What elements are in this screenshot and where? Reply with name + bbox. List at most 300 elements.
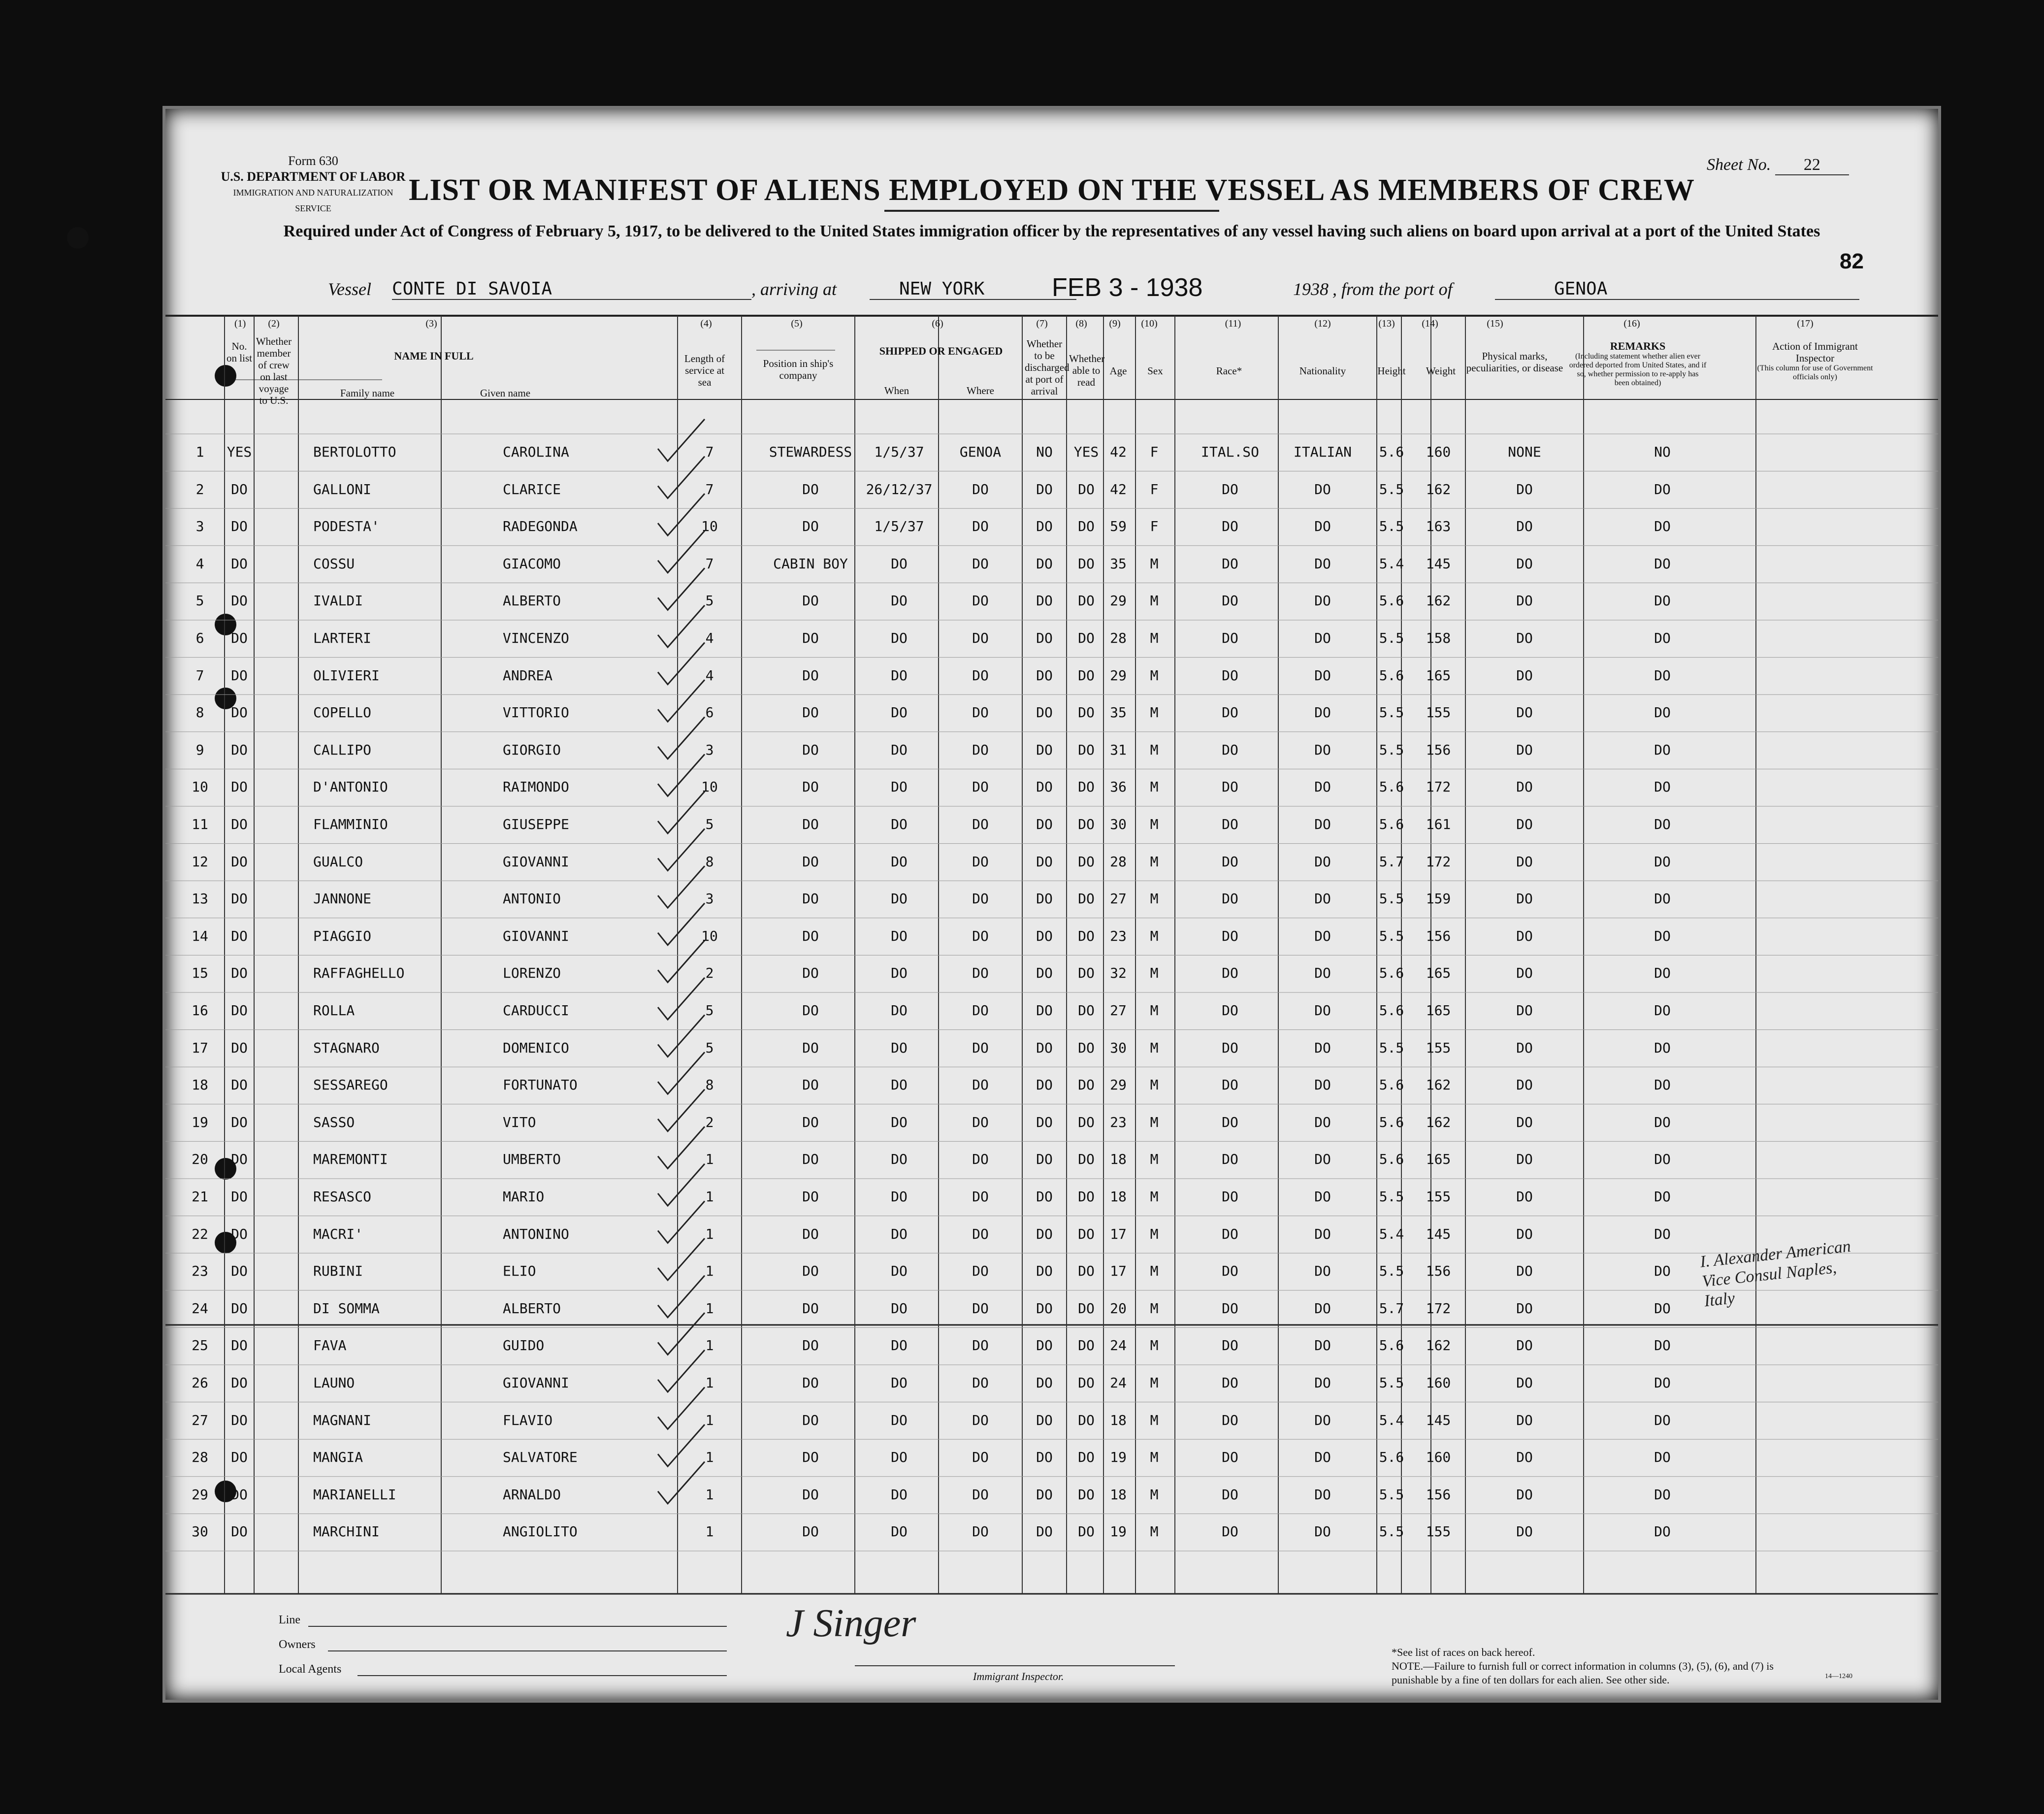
row-age: 28 [1110,630,1127,646]
row-physical-marks: DO [1516,1300,1533,1317]
row-family-name: MANGIA [313,1449,363,1466]
row-no: 30 [192,1523,208,1540]
row-nationality: DO [1314,1039,1331,1056]
row-no: 3 [195,518,204,535]
row-nationality: ITALIAN [1293,444,1352,460]
row-physical-marks: DO [1516,1412,1533,1428]
row-prev-voyage: DO [231,1039,248,1056]
row-position: DO [802,927,819,944]
row-nationality: DO [1314,1002,1331,1019]
check-mark [658,866,705,908]
hdr-race: Race* [1216,365,1242,377]
row-prev-voyage: DO [231,1114,248,1130]
row-length: 4 [705,630,714,646]
row-height: 5.6 [1379,1151,1404,1168]
row-sex: M [1150,1077,1159,1093]
row-when: DO [891,1002,908,1019]
row-race: DO [1222,1002,1238,1019]
row-position: CABIN BOY [773,555,848,572]
row-length: 1 [705,1523,714,1540]
department-name: U.S. DEPARTMENT OF LABOR [221,169,406,184]
arriving-port: NEW YORK [870,279,1076,300]
row-nationality: DO [1314,891,1331,907]
vessel-label: Vessel [328,279,371,299]
row-where: DO [972,816,989,832]
row-family-name: SASSO [313,1114,355,1130]
check-mark [658,494,705,535]
row-sex: M [1150,630,1159,646]
row-weight: 165 [1426,1151,1451,1168]
row-weight: 156 [1426,1486,1451,1503]
row-age: 27 [1110,1002,1127,1019]
row-physical-marks: DO [1516,630,1533,646]
row-family-name: D'ANTONIO [313,779,388,795]
row-read: DO [1078,853,1095,870]
row-discharged: DO [1036,1188,1053,1205]
row-age: 59 [1110,518,1127,535]
row-read: DO [1078,1077,1095,1093]
row-sex: M [1150,965,1159,982]
form-number: Form 630 [288,154,338,168]
row-position: DO [802,593,819,609]
row-read: DO [1078,555,1095,572]
col-num-16: (16) [1623,318,1640,329]
row-height: 5.6 [1379,1337,1404,1354]
row-given-name: CAROLINA [503,444,569,460]
line-label: Line [279,1614,300,1626]
row-discharged: DO [1036,593,1053,609]
vessel-name: CONTE DI SAVOIA [392,279,751,300]
row-age: 36 [1110,779,1127,795]
row-position: DO [802,1337,819,1354]
row-when: DO [891,704,908,721]
row-sex: M [1150,1449,1159,1466]
row-physical-marks: DO [1516,891,1533,907]
row-length: 1 [705,1151,714,1168]
hdr-height: Height [1377,365,1406,377]
row-prev-voyage: DO [231,1449,248,1466]
row-nationality: DO [1314,1263,1331,1280]
row-length: 2 [705,1114,714,1130]
row-physical-marks: DO [1516,927,1533,944]
row-position: DO [802,518,819,535]
row-age: 31 [1110,741,1127,758]
row-discharged: DO [1036,1523,1053,1540]
check-mark [658,1052,705,1094]
row-height: 5.5 [1379,1263,1404,1280]
row-position: DO [802,1114,819,1130]
row-height: 5.6 [1379,816,1404,832]
hdr-nationality: Nationality [1299,365,1346,377]
col-num-7: (7) [1036,318,1048,329]
row-physical-marks: DO [1516,704,1533,721]
row-weight: 161 [1426,816,1451,832]
action-sub: (This column for use of Government officials only) [1757,364,1873,381]
row-given-name: RADEGONDA [503,518,578,535]
row-remarks: DO [1654,1412,1671,1428]
row-physical-marks: DO [1516,667,1533,684]
row-weight: 160 [1426,1375,1451,1391]
check-mark [658,903,705,945]
row-discharged: NO [1036,444,1053,460]
row-discharged: DO [1036,1151,1053,1168]
row-nationality: DO [1314,853,1331,870]
row-family-name: BERTOLOTTO [313,444,396,460]
col-num-12: (12) [1314,318,1331,329]
row-discharged: DO [1036,965,1053,982]
row-where: DO [972,1225,989,1242]
row-nationality: DO [1314,741,1331,758]
row-given-name: GIUSEPPE [503,816,569,832]
row-when: DO [891,667,908,684]
row-no: 13 [192,891,208,907]
note-races: *See list of races on back hereof. [1392,1646,1535,1658]
row-no: 6 [195,630,204,646]
row-family-name: MAREMONTI [313,1151,388,1168]
col-num-5: (5) [791,318,803,329]
row-position: DO [802,1449,819,1466]
row-physical-marks: DO [1516,518,1533,535]
row-position: DO [802,1151,819,1168]
row-age: 24 [1110,1337,1127,1354]
col-num-15: (15) [1487,318,1503,329]
row-physical-marks: DO [1516,779,1533,795]
row-given-name: GIOVANNI [503,853,569,870]
col-num-8: (8) [1075,318,1087,329]
row-read: DO [1078,1039,1095,1056]
row-where: DO [972,965,989,982]
row-weight: 156 [1426,927,1451,944]
inspector-signature: J Singer [786,1602,916,1645]
check-mark [658,1276,705,1318]
row-height: 5.6 [1379,779,1404,795]
row-when: DO [891,1151,908,1168]
row-length: 5 [705,593,714,609]
from-label: , from the port of [1332,279,1453,299]
row-where: GENOA [959,444,1002,460]
row-age: 19 [1110,1523,1127,1540]
row-given-name: ANTONINO [503,1225,569,1242]
row-given-name: ALBERTO [503,593,561,609]
row-age: 28 [1110,853,1127,870]
row-race: DO [1222,1263,1238,1280]
row-discharged: DO [1036,518,1053,535]
row-length: 1 [705,1263,714,1280]
row-family-name: SESSAREGO [313,1077,388,1093]
row-sex: F [1150,444,1159,460]
page-subtitle: Required under Act of Congress of February 5, 1917, to be delivered to the United States immigration officer by the representatives of any vessel having such aliens on board upon arrival at a port of the United States [283,222,1820,240]
arriving-label: , arriving at [751,279,837,299]
row-where: DO [972,1263,989,1280]
row-when: DO [891,891,908,907]
check-mark [658,1313,705,1354]
row-when: DO [891,779,908,795]
row-read: DO [1078,481,1095,497]
row-physical-marks: DO [1516,1523,1533,1540]
row-physical-marks: DO [1516,555,1533,572]
row-race: DO [1222,1523,1238,1540]
row-remarks: DO [1654,630,1671,646]
row-prev-voyage: DO [231,555,248,572]
hdr-position: Position in ship's company [763,358,834,381]
row-family-name: RUBINI [313,1263,363,1280]
check-mark [658,419,705,461]
row-weight: 156 [1426,741,1451,758]
row-prev-voyage: DO [231,518,248,535]
row-prev-voyage: DO [231,1002,248,1019]
row-no: 8 [195,704,204,721]
row-family-name: JANNONE [313,891,372,907]
row-sex: M [1150,1188,1159,1205]
check-mark [658,792,705,833]
row-physical-marks: DO [1516,1114,1533,1130]
row-where: DO [972,704,989,721]
row-no: 2 [195,481,204,497]
row-height: 5.4 [1379,1225,1404,1242]
row-nationality: DO [1314,1188,1331,1205]
col-num-3: (3) [425,318,437,329]
row-given-name: ANTONIO [503,891,561,907]
row-age: 42 [1110,481,1127,497]
row-where: DO [972,1337,989,1354]
row-length: 1 [705,1486,714,1503]
row-discharged: DO [1036,481,1053,497]
row-age: 18 [1110,1412,1127,1428]
row-remarks: DO [1654,1263,1671,1280]
row-race: DO [1222,1039,1238,1056]
row-nationality: DO [1314,555,1331,572]
row-remarks: DO [1654,518,1671,535]
service-name: IMMIGRATION AND NATURALIZATION SERVICE [233,188,393,213]
hdr-family-name: Family name [340,387,395,399]
row-prev-voyage: DO [231,965,248,982]
row-family-name: FLAMMINIO [313,816,388,832]
row-position: STEWARDESS [769,444,852,460]
col-num-1: (1) [234,318,246,329]
row-discharged: DO [1036,1337,1053,1354]
row-remarks: DO [1654,704,1671,721]
row-remarks: DO [1654,667,1671,684]
row-sex: M [1150,1412,1159,1428]
row-discharged: DO [1036,1263,1053,1280]
row-remarks: DO [1654,593,1671,609]
row-sex: M [1150,779,1159,795]
row-family-name: RAFFAGHELLO [313,965,405,982]
row-when: DO [891,1449,908,1466]
row-height: 5.5 [1379,927,1404,944]
row-when: DO [891,630,908,646]
inspector-label: Immigrant Inspector. [973,1670,1064,1682]
row-sex: M [1150,1114,1159,1130]
row-age: 17 [1110,1263,1127,1280]
row-weight: 162 [1426,1114,1451,1130]
row-discharged: DO [1036,927,1053,944]
row-nationality: DO [1314,481,1331,497]
row-family-name: OLIVIERI [313,667,380,684]
manifest-sheet [162,106,1941,1703]
row-read: DO [1078,927,1095,944]
row-when: DO [891,1300,908,1317]
row-nationality: DO [1314,1077,1331,1093]
row-no: 1 [195,444,204,460]
row-where: DO [972,891,989,907]
row-physical-marks: DO [1516,741,1533,758]
row-age: 17 [1110,1225,1127,1242]
row-given-name: CLARICE [503,481,561,497]
row-where: DO [972,1188,989,1205]
row-read: YES [1073,444,1099,460]
row-prev-voyage: DO [231,1188,248,1205]
row-nationality: DO [1314,1486,1331,1503]
row-age: 23 [1110,927,1127,944]
row-family-name: PIAGGIO [313,927,372,944]
hdr-sex: Sex [1147,365,1163,377]
col-num-6: (6) [932,318,943,329]
row-position: DO [802,1039,819,1056]
row-race: DO [1222,1412,1238,1428]
row-weight: 162 [1426,481,1451,497]
row-nationality: DO [1314,779,1331,795]
row-weight: 158 [1426,630,1451,646]
row-prev-voyage: DO [231,704,248,721]
row-when: DO [891,741,908,758]
row-position: DO [802,667,819,684]
row-height: 5.6 [1379,965,1404,982]
row-sex: M [1150,1375,1159,1391]
row-physical-marks: DO [1516,816,1533,832]
row-weight: 155 [1426,1039,1451,1056]
row-sex: M [1150,1039,1159,1056]
row-position: DO [802,1225,819,1242]
row-given-name: FLAVIO [503,1412,553,1428]
row-race: DO [1222,965,1238,982]
row-when: DO [891,1114,908,1130]
row-physical-marks: DO [1516,1375,1533,1391]
row-prev-voyage: DO [231,1412,248,1428]
row-weight: 145 [1426,1225,1451,1242]
row-family-name: RESASCO [313,1188,372,1205]
row-height: 5.6 [1379,593,1404,609]
row-read: DO [1078,741,1095,758]
row-age: 35 [1110,704,1127,721]
row-length: 3 [705,891,714,907]
row-sex: M [1150,704,1159,721]
row-read: DO [1078,779,1095,795]
row-discharged: DO [1036,1225,1053,1242]
row-race: DO [1222,1486,1238,1503]
row-no: 19 [192,1114,208,1130]
row-height: 5.4 [1379,555,1404,572]
hdr-shipped [855,345,1027,357]
row-race: DO [1222,1077,1238,1093]
row-where: DO [972,1449,989,1466]
row-race: DO [1222,779,1238,795]
row-discharged: DO [1036,741,1053,758]
row-age: 18 [1110,1486,1127,1503]
row-age: 18 [1110,1151,1127,1168]
check-mark [658,1424,705,1466]
row-weight: 162 [1426,593,1451,609]
footer-note [1392,1646,1785,1687]
row-length: 7 [705,444,714,460]
row-no: 25 [192,1337,208,1354]
row-discharged: DO [1036,1077,1053,1093]
row-remarks: DO [1654,1449,1671,1466]
row-where: DO [972,1002,989,1019]
row-remarks: DO [1654,481,1671,497]
row-when: DO [891,927,908,944]
row-where: DO [972,779,989,795]
row-given-name: GIOVANNI [503,927,569,944]
row-read: DO [1078,1523,1095,1540]
row-prev-voyage: DO [231,1151,248,1168]
row-race: DO [1222,481,1238,497]
row-prev-voyage: YES [227,444,252,460]
check-mark [658,829,705,871]
row-remarks: DO [1654,1077,1671,1093]
line-rule [308,1626,727,1627]
row-read: DO [1078,1188,1095,1205]
row-no: 12 [192,853,208,870]
row-weight: 162 [1426,1337,1451,1354]
row-when: DO [891,1337,908,1354]
row-read: DO [1078,1300,1095,1317]
check-mark [658,1015,705,1057]
row-position: DO [802,630,819,646]
hdr-age: Age [1109,365,1127,377]
row-given-name: GIORGIO [503,741,561,758]
row-prev-voyage: DO [231,1300,248,1317]
row-family-name: GALLONI [313,481,372,497]
row-no: 18 [192,1077,208,1093]
row-position: DO [802,891,819,907]
check-mark [658,1462,705,1504]
row-remarks: DO [1654,1225,1671,1242]
row-where: DO [972,667,989,684]
row-discharged: DO [1036,555,1053,572]
row-sex: M [1150,1486,1159,1503]
row-nationality: DO [1314,1375,1331,1391]
row-age: 29 [1110,593,1127,609]
row-when: DO [891,816,908,832]
row-weight: 165 [1426,1002,1451,1019]
row-nationality: DO [1314,816,1331,832]
row-weight: 145 [1426,555,1451,572]
row-length: 1 [705,1412,714,1428]
row-read: DO [1078,704,1095,721]
row-when: DO [891,593,908,609]
row-when: DO [891,1486,908,1503]
hdr-no-on-list: No. on list [227,340,252,364]
row-height: 5.5 [1379,704,1404,721]
row-race: DO [1222,667,1238,684]
row-prev-voyage: DO [231,1523,248,1540]
row-nationality: DO [1314,927,1331,944]
row-position: DO [802,1077,819,1093]
row-read: DO [1078,518,1095,535]
col-num-4: (4) [700,318,712,329]
row-age: 29 [1110,1077,1127,1093]
row-length: 7 [705,555,714,572]
row-where: DO [972,1114,989,1130]
note-penalty: NOTE.—Failure to furnish full or correct information in columns (3), (5), (6), and (7) is punishable by a fine of ten dollars for each alien. See other side. [1392,1660,1774,1686]
page-number: 82 [1840,249,1864,273]
row-sex: M [1150,816,1159,832]
check-mark [658,717,705,759]
row-when: 26/12/37 [866,481,933,497]
col-num-14: (14) [1422,318,1438,329]
row-sex: M [1150,555,1159,572]
